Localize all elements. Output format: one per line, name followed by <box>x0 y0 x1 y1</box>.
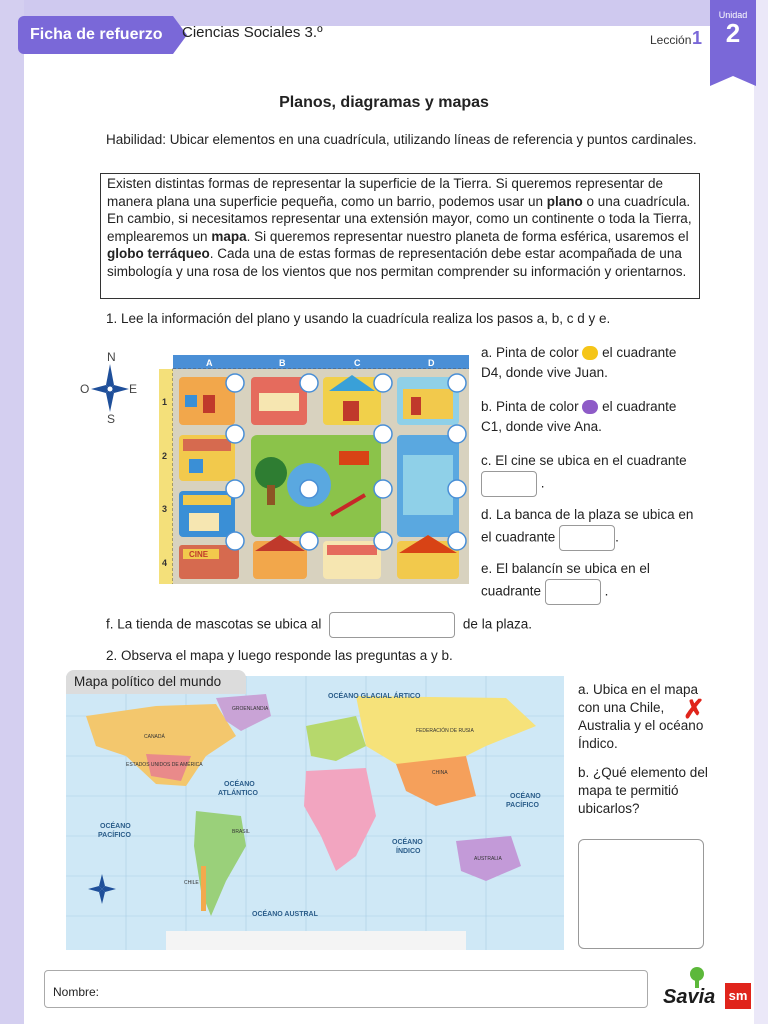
q1c-text: c. El cine se ubica en el cuadrante <box>481 453 687 468</box>
chile-shape <box>201 866 206 911</box>
label-pacific-w-1: OCÉANO <box>100 823 131 830</box>
label-russia: FEDERACIÓN DE RUSIA <box>416 728 474 734</box>
question-1d: d. La banca de la plaza se ubica en el cuadrante . <box>481 505 701 551</box>
page-title: Planos, diagramas y mapas <box>279 94 489 111</box>
world-political-map <box>66 676 564 950</box>
question-1b <box>481 397 701 437</box>
label-austral: OCÉANO AUSTRAL <box>252 911 318 918</box>
brand-logo: Savia <box>663 986 716 1008</box>
info-bold-globo: globo terráqueo <box>107 246 210 262</box>
row-label: 2 <box>162 451 168 461</box>
question-1: 1. Lee la información del plano y usando la cuadrícula realiza los pasos a, b, c d y e. <box>106 311 611 326</box>
label-indian-1: OCÉANO <box>392 839 423 846</box>
q1b-text-2: el cuadrante C1, donde vive Ana. <box>481 399 677 434</box>
left-band <box>0 0 24 1024</box>
house-a3 <box>179 491 235 537</box>
question-2b: b. ¿Qué elemento del mapa te permitió ubicarlos? <box>578 765 708 816</box>
skill-text: Habilidad: Ubicar elementos en una cuadrícula, utilizando líneas de referencia y puntos cardinales. <box>106 132 697 147</box>
label-australia: AUSTRALIA <box>474 856 502 862</box>
q1d-text: d. La banca de la plaza se ubica en el cuadrante <box>481 507 694 545</box>
label-arctic: OCÉANO GLACIAL ÁRTICO <box>328 693 421 700</box>
sm-logo: sm <box>725 983 751 1009</box>
question-1e: e. El balancín se ubica en el cuadrante . <box>481 559 701 605</box>
question-1a <box>481 343 701 383</box>
compass-o: O <box>80 382 90 396</box>
unit-ribbon <box>710 0 756 76</box>
cine-label: CINE <box>189 550 209 559</box>
q1a-text-2: el cuadrante D4, donde vive Juan. <box>481 345 677 380</box>
info-bold-plano: plano <box>546 193 583 209</box>
compass-n: N <box>107 350 116 364</box>
antarctica-shape <box>166 931 466 950</box>
q1a-text-1: a. Pinta de color <box>481 345 579 360</box>
info-box <box>100 173 700 299</box>
compass-s: S <box>107 412 116 426</box>
q1f-text-1: f. La tienda de mascotas se ubica al <box>106 616 322 632</box>
house-c1 <box>323 375 381 425</box>
label-indian-2: ÍNDICO <box>396 848 421 855</box>
info-text: . Si queremos representar nuestro planeta de forma esférica, usaremos el <box>246 228 689 244</box>
answer-box-e[interactable] <box>545 579 601 605</box>
col-label: D <box>428 358 435 368</box>
worksheet-type-tab: Ficha de refuerzo <box>18 16 173 54</box>
label-pacific-e-1: OCÉANO <box>510 793 541 800</box>
label-usa: ESTADOS UNIDOS DE AMÉRICA <box>126 762 203 768</box>
info-text: o una cuadrícula. En cambio, si necesitamos representar una extensión mayor, como un continente o toda la Tierra, emplearemos un <box>107 193 692 244</box>
purple-swatch-icon <box>582 400 598 414</box>
compass-rose-icon <box>80 350 140 426</box>
info-text: Existen distintas formas de representar la superficie de la Tierra. Si queremos representar de manera plana una superficie pequeña, como un barrio, podemos usar un <box>107 176 664 209</box>
right-band <box>754 0 768 1024</box>
city-grid-plan <box>159 355 469 584</box>
lesson-label: Lección <box>650 33 692 47</box>
answer-box-2b[interactable] <box>578 839 704 949</box>
label-atlantic-1: OCÉANO <box>224 781 255 788</box>
label-canada: CANADÁ <box>144 734 165 740</box>
map-title: Mapa político del mundo <box>66 670 246 694</box>
compass-e: E <box>129 382 138 396</box>
answer-box-f[interactable] <box>329 612 455 638</box>
row-label: 3 <box>162 504 168 514</box>
label-pacific-e-2: PACÍFICO <box>506 802 539 809</box>
question-1f <box>106 612 532 638</box>
label-chile: CHILE <box>184 880 199 886</box>
q1b-text-1: b. Pinta de color <box>481 399 579 414</box>
q1e-text: e. El balancín se ubica en el cuadrante <box>481 561 650 599</box>
name-label: Nombre: <box>53 985 100 999</box>
red-x-mark-icon: ✗ <box>683 694 705 724</box>
label-brasil: BRASIL <box>232 829 250 835</box>
q1f-text-2: de la plaza. <box>462 616 532 632</box>
question-1c: c. El cine se ubica en el cuadrante . <box>481 451 701 497</box>
tree-logo-icon <box>684 966 710 988</box>
cinema-building <box>179 545 239 579</box>
col-label: C <box>354 358 361 368</box>
yellow-swatch-icon <box>582 346 598 360</box>
house-b1 <box>251 377 307 425</box>
info-bold-mapa: mapa <box>211 228 247 244</box>
answer-box-c[interactable] <box>481 471 537 497</box>
house-b4 <box>253 535 307 579</box>
question-2a: a. Ubica en el mapa con una Chile, Australia y el océano Índico. <box>578 682 704 751</box>
unit-label: Unidad <box>718 10 748 20</box>
col-label: A <box>206 358 213 368</box>
label-pacific-w-2: PACÍFICO <box>98 832 131 839</box>
answer-box-d[interactable] <box>559 525 615 551</box>
name-field[interactable] <box>44 970 648 1008</box>
info-text: . Cada una de estas formas de representación debe estar acompañada de una simbología y una rosa de los vientos que nos permitan comprender su información y orientarnos. <box>107 246 687 279</box>
label-china: CHINA <box>432 770 448 776</box>
subject-label: Ciencias Sociales 3.º <box>182 24 323 41</box>
label-atlantic-2: ATLÁNTICO <box>218 790 258 797</box>
lesson-number: 1 <box>692 28 703 48</box>
col-label: B <box>279 358 286 368</box>
unit-number: 2 <box>725 18 741 48</box>
row-label: 4 <box>162 558 168 568</box>
house-a2 <box>179 435 235 481</box>
house-c4 <box>323 541 381 579</box>
question-2: 2. Observa el mapa y luego responde las preguntas a y b. <box>106 648 453 663</box>
label-greenland: GROENLANDIA <box>232 706 269 712</box>
row-label: 1 <box>162 397 168 407</box>
